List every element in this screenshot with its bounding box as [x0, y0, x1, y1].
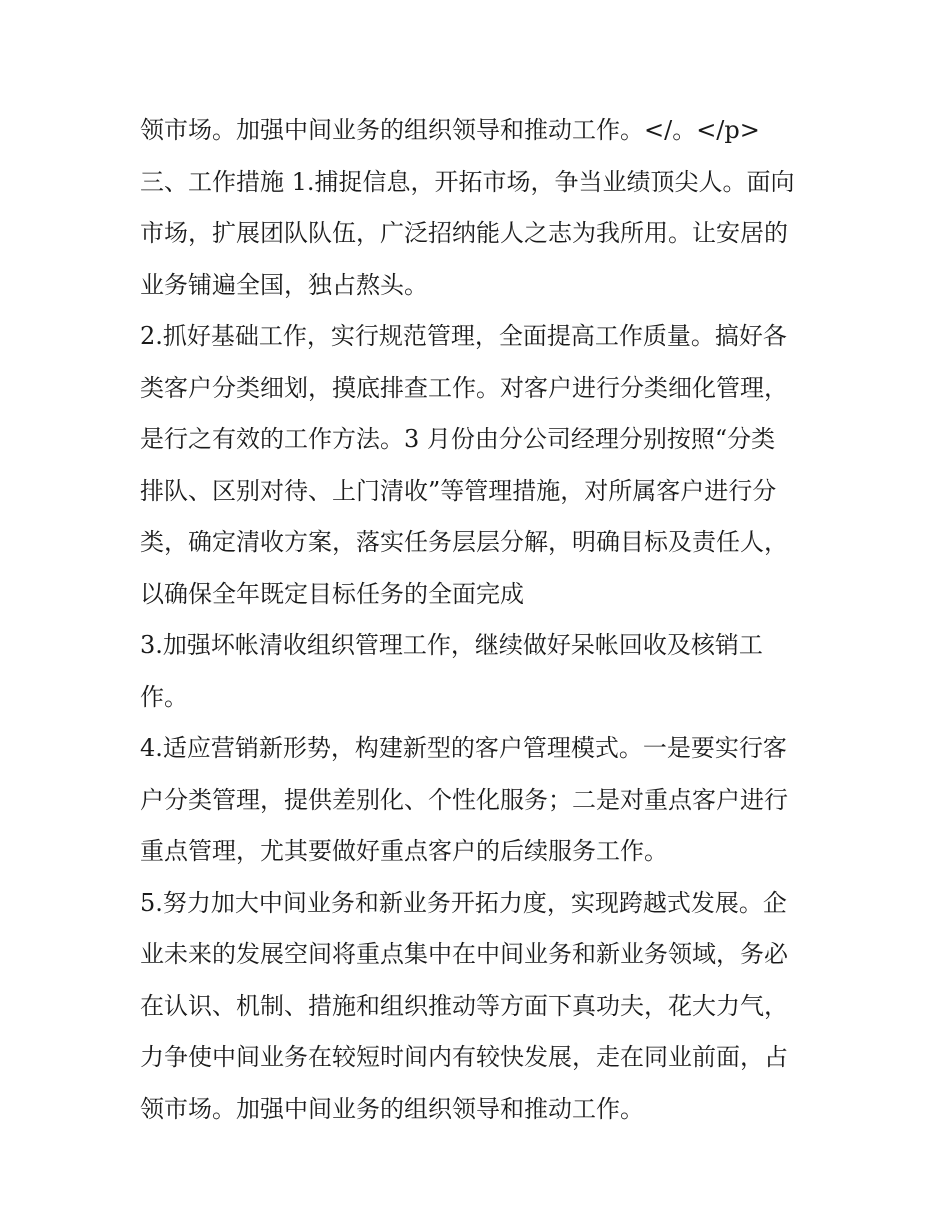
paragraph-intro-continuation: 领市场。加强中间业务的组织领导和推动工作。</。</p> — [140, 116, 760, 144]
document-body — [140, 105, 820, 1135]
paragraph-section-three-item-1: 三、工作措施 1.捕捉信息，开拓市场，争当业绩顶尖人。面向 市场，扩展团队队伍，广泛招纳能人之志为我所用。让安居的 业务铺遍全国，独占熬头。 — [140, 167, 795, 299]
paragraph-item-4: 4.适应营销新形势，构建新型的客户管理模式。一是要实行客 户分类管理，提供差别化、个性化服务；二是对重点客户进行 重点管理，尤其要做好重点客户的后续服务工作。 — [140, 734, 788, 865]
paragraph-item-5: 5.努力加大中间业务和新业务开拓力度，实现跨越式发展。企 业未来的发展空间将重点集中在中间业务和新业务领域，务必 在认识、机制、措施和组织推动等方面下真功夫，花大力气， 力争使中间业务在较短时间内有较快发展，走在同业前面，占 领市场。加强中间业务的组织领导和推动工作。 — [140, 888, 788, 1123]
paragraph-item-3: 3.加强坏帐清收组织管理工作，继续做好呆帐回收及核销工 作。 — [140, 631, 763, 711]
paragraph-item-2: 2.抓好基础工作，实行规范管理，全面提高工作质量。搞好各 类客户分类细划，摸底排查工作。对客户进行分类细化管理， 是行之有效的工作方法。3 月份由分公司经理分别按照“分类 排队、区别对待、上门清收”等管理措施，对所属客户进行分 类，确定清收方案，落实任务层层分解，明确目标及责任人， 以确保全年既定目标任务的全面完成 — [140, 322, 788, 608]
